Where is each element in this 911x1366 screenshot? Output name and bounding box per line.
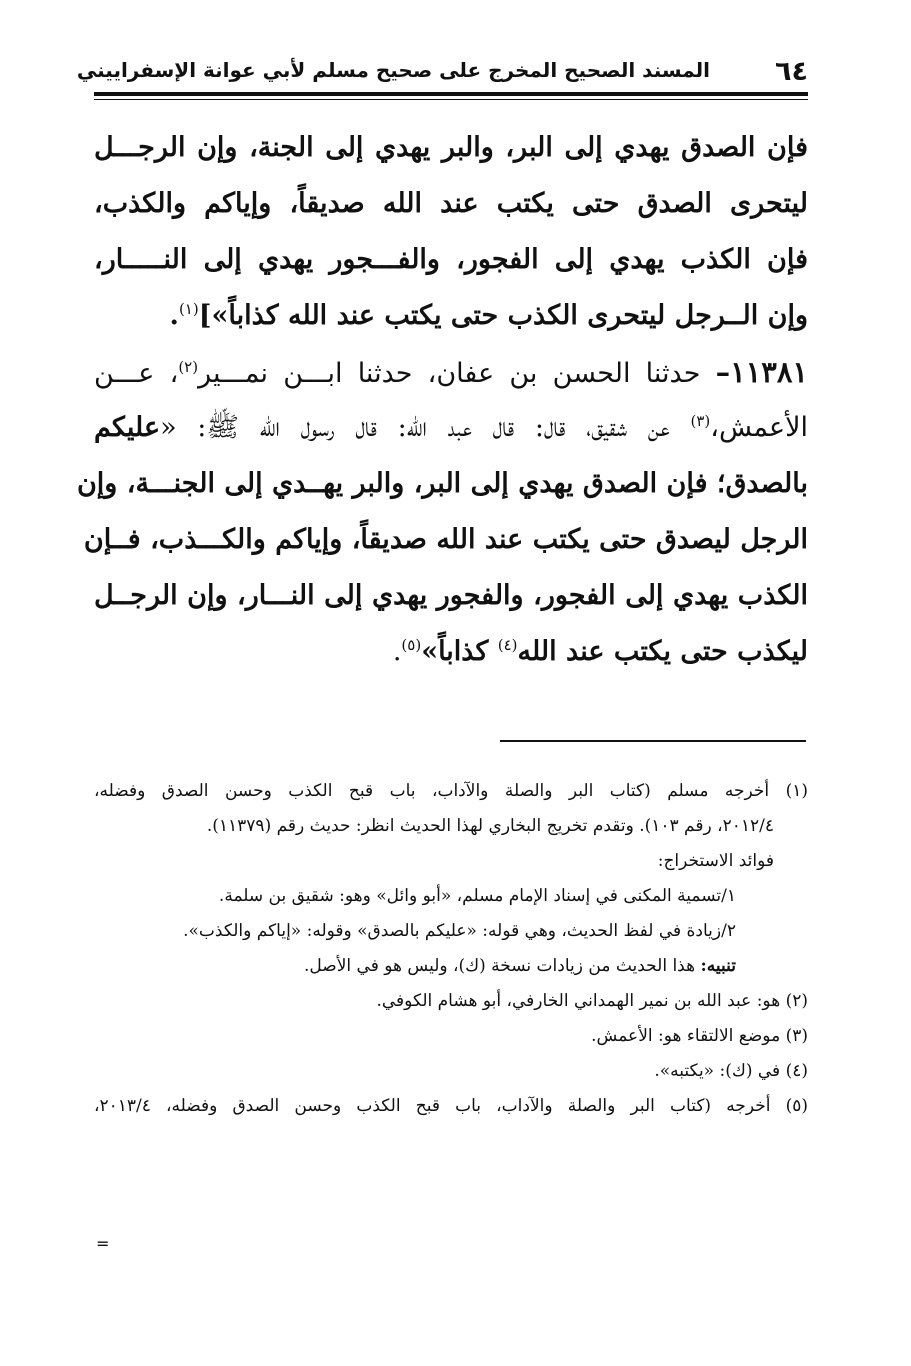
footnote-line: [94, 949, 808, 984]
footnote-separator: [500, 740, 806, 742]
footnote-line: (٣) موضع الالتقاء هو: الأعمش.: [591, 1026, 808, 1046]
text-segment: الأعمش،: [710, 412, 808, 443]
footnote-line: (١) أخرجه مسلم (كتاب البر والصلة والآداب، باب قبح الكذب وحسن الصدق وفضله،: [94, 781, 808, 801]
continuation-mark: =: [96, 1234, 110, 1253]
text-line: الرجل ليصدق حتى يكتب عند الله صديقاً، وإياكم والكـــذب، فــإن: [83, 524, 808, 555]
footnote-line: (٢) هو: عبد الله بن نمير الهمداني الخارفي، أبو هشام الكوفي.: [376, 991, 808, 1011]
footnote-line: ٢/زيادة في لفظ الحديث، وهي قوله: «عليكم بالصدق» وقوله: «إياكم والكذب».: [183, 921, 736, 941]
footnote-line: ١/تسمية المكنى في إسناد الإمام مسلم، «أبو وائل» وهو: شقيق بن سلمة.: [218, 886, 736, 906]
footnote-line: فوائد الاستخراج:: [657, 851, 774, 871]
footnote-ref: (٢): [178, 358, 199, 376]
text-segment: ، عـــن: [94, 358, 179, 389]
page-number: ٦٤: [775, 56, 808, 87]
header-rule-thin: [94, 99, 808, 100]
text-line: [94, 400, 808, 456]
hadith-line: [94, 344, 808, 400]
text-line: ليتحرى الصدق حتى يكتب عند الله صديقاً، وإياكم والكذب،: [94, 188, 808, 219]
footnote-line: (٤) في (ك): «يكتبه».: [654, 1061, 808, 1081]
footnote-ref: (٥): [401, 636, 422, 654]
note-label: تنبيه:: [700, 956, 736, 976]
text-segment: وإن الــرجل ليتحرى الكذب حتى يكتب عند الله كذاباً»]: [198, 300, 808, 331]
running-title: المسند الصحيح المخرج على صحيح مسلم لأبي عوانة الإسفراييني: [76, 58, 710, 82]
text-segment-bold: عليكم: [94, 412, 161, 443]
footnote-ref: (١): [178, 300, 199, 318]
text-segment: .: [392, 636, 402, 667]
footnote-ref: (٤): [497, 636, 518, 654]
footnote-line: (٥) أخرجه (كتاب البر والصلة والآداب، باب قبح الكذب وحسن الصدق وفضله، ٢٠١٣/٤،: [94, 1096, 808, 1116]
footnote-ref: (٣): [690, 412, 711, 430]
hadith-number: ١١٣٨١–: [715, 355, 808, 389]
text-line: بالصدق؛ فإن الصدق يهدي إلى البر، والبر يهــدي إلى الجنـــة، وإن: [76, 468, 808, 499]
main-text: [76, 120, 808, 680]
text-line: الكذب يهدي إلى الفجور، والفجور يهدي إلى النـــار، وإن الرجــل: [94, 580, 808, 611]
page-header: [76, 54, 808, 90]
header-rule-thick: [94, 92, 808, 96]
footnotes: [94, 774, 808, 1124]
text-segment: عن شقيق، قال: قال عبد الله: قال رسول الله ﷺ: «: [160, 412, 691, 443]
text-segment: ليكذب حتى يكتب عند الله: [517, 636, 808, 667]
footnote-line: ٢٠١٢/٤، رقم ١٠٣). وتقدم تخريج البخاري لهذا الحديث انظر: حديث رقم (١١٣٧٩).: [206, 816, 774, 836]
text-line: [94, 624, 808, 680]
text-line: [94, 288, 808, 344]
text-segment: حدثنا الحسن بن عفان، حدثنا ابـــن نمـــير: [198, 358, 716, 389]
text-segment: .: [169, 300, 179, 331]
text-line: فإن الكذب يهدي إلى الفجور، والفـــجور يهدي إلى النـــــار،: [94, 244, 808, 275]
text-segment: كذاباً»: [421, 636, 498, 667]
text-line: فإن الصدق يهدي إلى البر، والبر يهدي إلى الجنة، وإن الرجـــل: [94, 132, 808, 163]
note-text: هذا الحديث من زيادات نسخة (ك)، وليس هو في الأصل.: [304, 956, 701, 976]
